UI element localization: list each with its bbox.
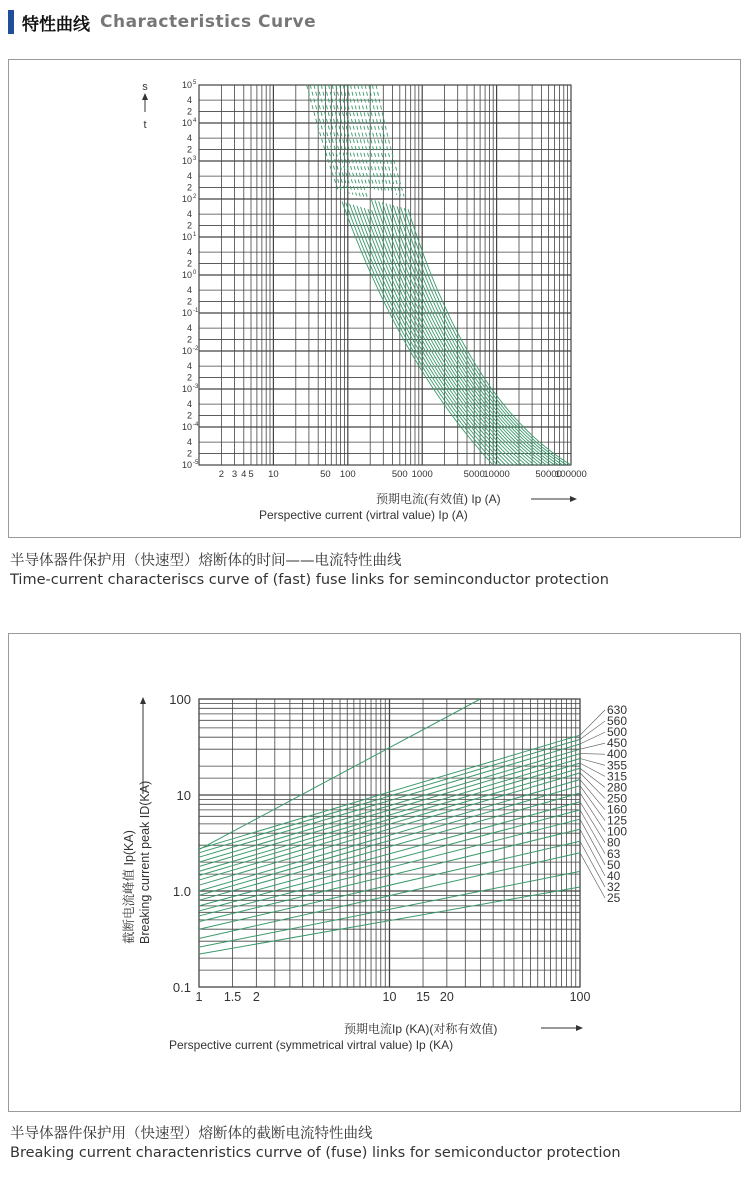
chart1-y-tick-label: 10 [181, 80, 192, 90]
chart1-y-tick-label: 10 [181, 460, 192, 470]
chart2-series-leader [580, 754, 605, 755]
chart2-series-label: 500 [607, 725, 628, 740]
chart2-series-leader [580, 841, 605, 887]
chart2-ylabel-cn: 截断电流峰值 Ip(KA) [122, 830, 136, 944]
chart2-series-label: 100 [607, 824, 628, 839]
chart1-y-tick-label: 2 [186, 144, 192, 155]
chart1-x-tick-label: 100 [339, 469, 356, 480]
chart1-y-tick-label: 10 [181, 232, 192, 242]
chart2-x-tick-label: 1 [195, 990, 203, 1004]
chart2-yaxis-arrowhead [140, 697, 146, 704]
chart1-curve [357, 206, 510, 465]
chart2-x-tick-label: 10 [382, 990, 397, 1004]
chart1-y-tick-label: 10 [181, 308, 192, 318]
chart1-y-tick-exponent: -4 [193, 422, 199, 428]
chart1-x-tick-label: 2 [218, 469, 225, 480]
chart1-grid [199, 85, 571, 465]
header-title-cn: 特性曲线 [22, 14, 90, 35]
chart1-caption-cn: 半导体器件保护用（快速型）熔断体的时间——电流特性曲线 [10, 553, 402, 569]
chart2-panel [8, 633, 741, 1112]
chart1-y-tick-label: 2 [186, 106, 192, 117]
chart1-x-tick-label: 10000 [483, 469, 510, 480]
chart2-ylabel-en: Breaking current peak ID(KA) [138, 780, 152, 944]
chart2-series-leader [580, 732, 605, 744]
chart1-y-tick-exponent: 4 [193, 118, 197, 124]
chart1-y-tick-label: 4 [186, 285, 192, 296]
chart2-y-tick-label: 100 [169, 692, 191, 707]
chart1-y-tick-label: 10 [181, 194, 192, 204]
chart1-x-tick-label: 4 [241, 469, 247, 480]
chart1-xaxis-arrowhead [570, 496, 577, 502]
chart1-y-tick-label: 4 [186, 437, 192, 448]
chart1-y-tick-exponent: -2 [193, 346, 199, 352]
chart1-y-tick-label: 10 [181, 156, 192, 166]
chart2-y-tick-label: 10 [176, 788, 191, 803]
chart2-y-ticks [169, 692, 191, 995]
chart1-y-tick-exponent: 0 [193, 270, 197, 276]
chart1-y-tick-label: 2 [186, 448, 192, 459]
chart1-caption [10, 552, 609, 590]
chart2-xlabel-en: Perspective current (symmetrical virtral value) Ip (KA) [169, 1038, 454, 1052]
chart2-series-label: 315 [607, 769, 628, 784]
chart1-x-tick-label: 50000 [535, 469, 562, 480]
chart1-x-tick-label: 5 [248, 469, 254, 480]
chart2-series-label: 355 [607, 758, 628, 773]
chart2-series-label: 400 [607, 747, 628, 762]
chart1-y-tick-label: 2 [186, 258, 192, 269]
chart2-series-label: 32 [607, 879, 621, 894]
chart1-curve-dashed [347, 85, 375, 189]
chart1-curve [353, 205, 505, 465]
chart1-y-tick-label: 2 [186, 296, 192, 307]
chart1-svg [9, 60, 742, 539]
chart1-y-tick-label: 4 [186, 399, 192, 410]
chart2-x-tick-label: 15 [416, 990, 430, 1004]
chart1-y-tick-label: 10 [181, 118, 192, 128]
chart1-x-tick-label: 5000 [463, 469, 485, 480]
chart2-series-label: 160 [607, 802, 628, 817]
chart2-xlabel-cn: 预期电流Ip (KA)(对称有效值) [344, 1022, 498, 1036]
chart1-y-tick-exponent: -3 [193, 384, 199, 390]
chart2-series-label: 125 [607, 813, 628, 828]
chart1-x-tick-label: 500 [391, 469, 408, 480]
chart1-y-tick-label: 2 [186, 334, 192, 345]
chart2-xaxis-arrowhead [576, 1025, 583, 1031]
chart2-series-label: 630 [607, 703, 628, 717]
page-header [8, 9, 316, 35]
chart1-y-tick-exponent: -1 [193, 308, 199, 314]
chart1-y-tick-label: 2 [186, 220, 192, 231]
chart2-y-tick-label: 0.1 [172, 980, 191, 995]
chart1-curve [401, 207, 563, 465]
chart1-y-tick-label: 10 [181, 422, 192, 432]
chart2-caption-en: Breaking current charactenristics currve of (fuse) links for semiconductor protection [10, 1145, 621, 1161]
chart1-x-tick-label: 1000 [411, 469, 433, 480]
chart2-series-label: 25 [607, 891, 621, 905]
chart2-x-tick-label: 1.5 [223, 990, 242, 1004]
chart1-ylabel-unit: s [142, 81, 148, 93]
header-title-en: Characteristics Curve [100, 12, 317, 32]
chart2-series-leader [580, 853, 605, 898]
chart1-xlabel-en: Perspective current (virtral value) Ip (A) [259, 508, 468, 522]
chart2-svg [9, 634, 742, 1113]
chart2-x-tick-label: 20 [439, 990, 454, 1004]
chart2-series-leader [580, 758, 605, 765]
chart1-y-tick-exponent: 5 [193, 80, 197, 86]
chart1-y-tick-exponent: -5 [193, 460, 199, 466]
chart2-series-leader [580, 810, 605, 854]
chart1-y-tick-label: 2 [186, 410, 192, 421]
chart1-y-tick-label: 4 [186, 323, 192, 334]
chart1-y-tick-label: 10 [181, 384, 192, 394]
chart1-curve-dashed [372, 85, 400, 196]
chart1-curve-dashed [351, 85, 379, 190]
chart2-series-label: 450 [607, 736, 628, 751]
chart2-series-label: 560 [607, 714, 628, 729]
chart1-y-tick-label: 4 [186, 247, 192, 258]
chart1-y-tick-label: 4 [186, 361, 192, 372]
chart1-x-tick-label: 100000 [555, 469, 587, 480]
chart2-series-leader [580, 743, 605, 749]
chart1-x-tick-label: 50 [320, 469, 331, 480]
chart1-y-tick-label: 2 [186, 182, 192, 193]
chart2-series-label: 40 [607, 868, 621, 883]
chart2-caption-cn: 半导体器件保护用（快速型）熔断体的截断电流特性曲线 [10, 1126, 373, 1142]
chart2-series-labels [580, 703, 627, 905]
chart2-series-leader [580, 721, 605, 739]
chart1-y-tick-label: 10 [181, 346, 192, 356]
chart2-y-tick-label: 1.0 [172, 884, 191, 899]
chart2-series-label: 250 [607, 791, 628, 806]
chart1-y-tick-label: 4 [186, 171, 192, 182]
chart2-series-leader [580, 763, 605, 776]
chart1-y-tick-label: 4 [186, 133, 192, 144]
chart1-curve-dashed [365, 85, 393, 194]
chart2-series-label: 280 [607, 780, 628, 795]
chart2-caption [10, 1125, 621, 1163]
chart1-caption-en: Time-current characteriscs curve of (fast) fuse links for seminconductor protection [10, 572, 609, 588]
chart1-ylabel-symbol: t [143, 119, 147, 131]
chart1-xlabel-cn: 预期电流(有效值) Ip (A) [376, 492, 501, 506]
chart1-x-tick-label: 3 [231, 469, 238, 480]
chart2-series-label: 63 [607, 846, 621, 861]
chart2-series-label: 80 [607, 835, 621, 850]
chart1-panel [8, 59, 741, 538]
chart1-yaxis-arrowhead [142, 93, 148, 100]
chart1-x-ticks [219, 469, 587, 480]
chart1-y-tick-label: 4 [186, 209, 192, 220]
chart1-y-tick-exponent: 1 [193, 232, 197, 238]
chart1-y-tick-label: 10 [181, 270, 192, 280]
chart1-x-tick-label: 10 [268, 469, 279, 480]
chart2-series-leader [580, 768, 605, 787]
chart1-y-tick-label: 2 [186, 372, 192, 383]
chart1-y-ticks [182, 80, 199, 470]
chart1-y-tick-label: 4 [186, 95, 192, 106]
chart2-series-leader [580, 710, 605, 735]
chart2-x-tick-label: 2 [252, 990, 260, 1004]
chart1-y-tick-exponent: 3 [193, 156, 197, 162]
chart2-series-label: 50 [607, 857, 621, 872]
chart2-x-tick-label: 100 [569, 990, 591, 1004]
header-accent-bar [8, 10, 14, 34]
chart2-x-ticks [196, 990, 591, 1004]
chart2-series-leader [580, 786, 605, 821]
chart1-y-tick-exponent: 2 [193, 194, 197, 200]
